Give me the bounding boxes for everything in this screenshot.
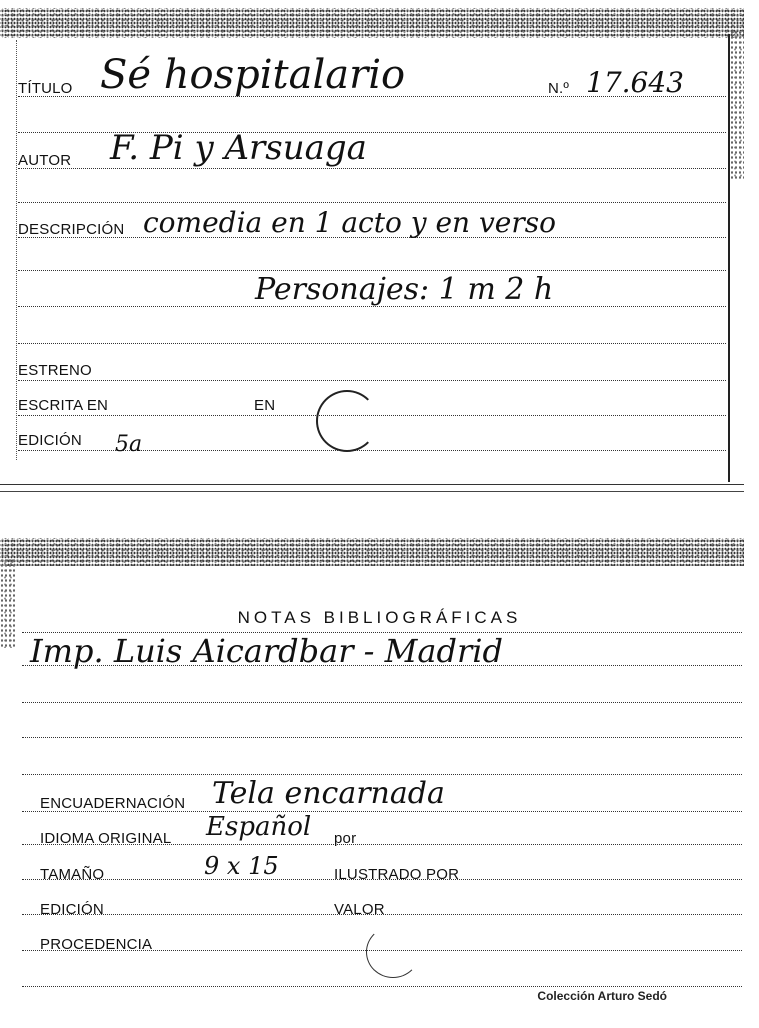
descripcion-value: comedia en 1 acto y en verso — [143, 206, 556, 239]
numero-value: 17.643 — [586, 66, 684, 99]
rule-line — [22, 774, 742, 775]
rule-line — [18, 343, 726, 344]
procedencia-label: PROCEDENCIA — [40, 936, 153, 953]
numero-label: N.º — [548, 80, 570, 97]
autor-value: F. Pi y Arsuaga — [110, 128, 367, 168]
stamp-mark — [316, 390, 378, 452]
stamp-mark — [366, 926, 420, 978]
speckled-edge-side — [730, 30, 744, 180]
rule-line — [18, 380, 726, 381]
edicion-label: EDICIÓN — [18, 432, 82, 449]
notas-bibliograficas-title: NOTAS BIBLIOGRÁFICAS — [237, 608, 522, 627]
ilustrado-label: ILUSTRADO POR — [334, 866, 460, 883]
descripcion-label: DESCRIPCIÓN — [18, 221, 125, 238]
rule-line — [22, 986, 742, 987]
tamano-label: TAMAÑO — [40, 866, 105, 883]
encuadernacion-label: ENCUADERNACIÓN — [40, 795, 186, 812]
valor-label: VALOR — [334, 901, 385, 918]
titulo-label: TÍTULO — [18, 80, 73, 97]
en-label: EN — [254, 397, 276, 414]
encuadernacion-value: Tela encarnada — [212, 776, 445, 811]
edicion2-label: EDICIÓN — [40, 901, 104, 918]
estreno-label: ESTRENO — [18, 362, 92, 379]
speckled-edge-side — [0, 558, 16, 648]
rule-line — [18, 168, 726, 169]
rule-line — [22, 702, 742, 703]
card-bottom-edge — [0, 484, 744, 485]
escrita-en-label: ESCRITA EN — [18, 397, 109, 414]
personajes-value: Personajes: 1 m 2 h — [255, 272, 554, 307]
card-bottom-edge — [0, 491, 744, 492]
catalog-card-top — [0, 0, 744, 494]
speckled-edge — [0, 538, 744, 566]
autor-label: AUTOR — [18, 152, 72, 169]
rule-line — [22, 737, 742, 738]
titulo-value: Sé hospitalario — [100, 52, 406, 98]
idioma-value: Español — [206, 812, 312, 842]
notas-value: Imp. Luis Aicardbar - Madrid — [30, 632, 503, 670]
rule-line — [18, 202, 726, 203]
margin-dots — [16, 40, 17, 460]
por-label: por — [334, 830, 357, 847]
collection-footer: Colección Arturo Sedó — [537, 989, 667, 1003]
rule-line — [18, 270, 726, 271]
tamano-value: 9 x 15 — [204, 852, 279, 880]
idioma-label: IDIOMA ORIGINAL — [40, 830, 172, 847]
edicion-value: 5a — [115, 432, 143, 457]
